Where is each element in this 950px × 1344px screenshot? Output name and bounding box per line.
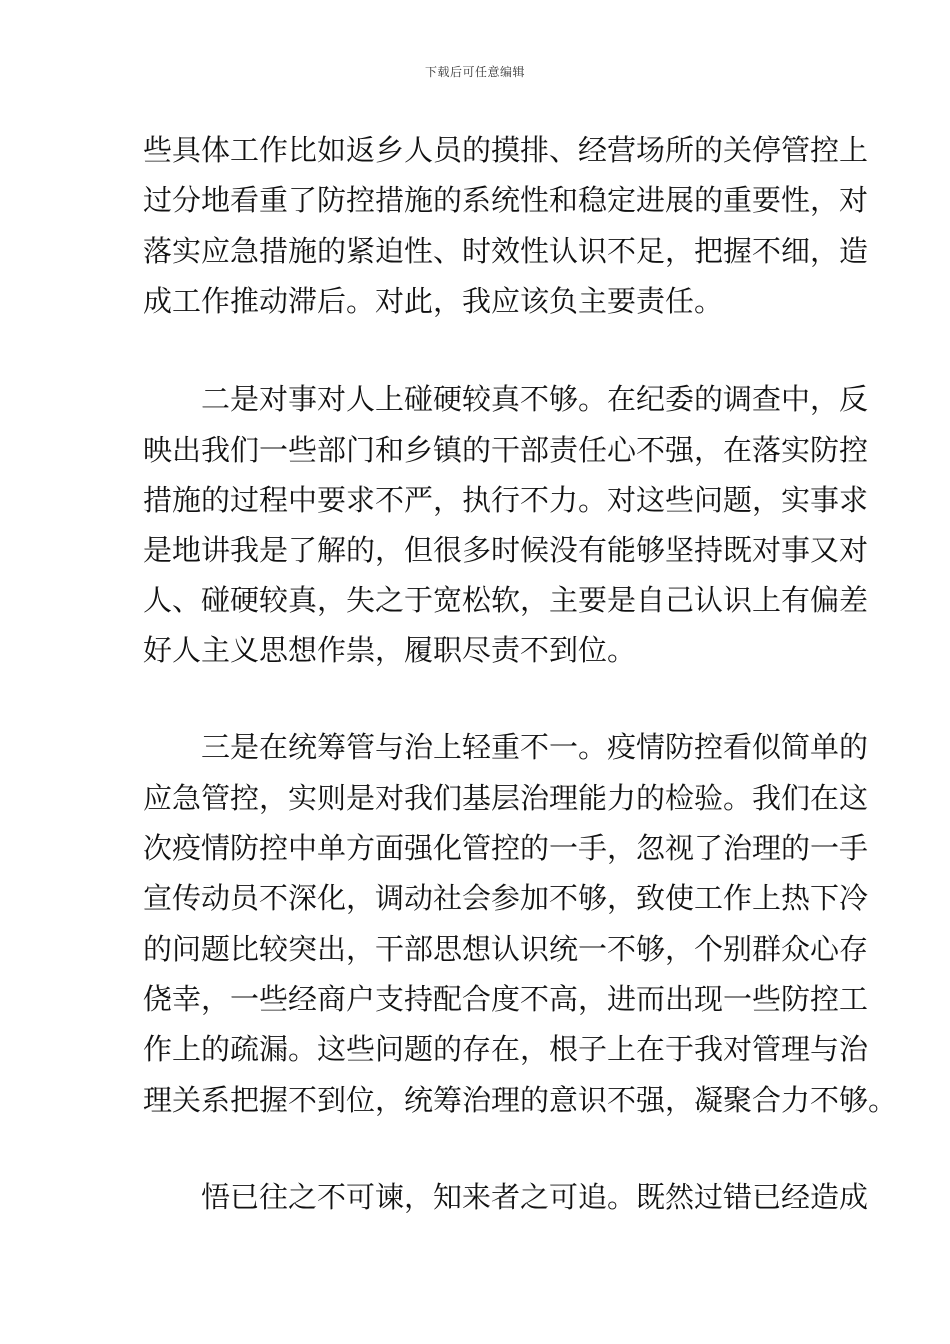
paragraph-1-line-4: 成工作推动滞后。对此，我应该负主要责任。: [143, 284, 724, 318]
paragraph-1-line-3: 落实应急措施的紧迫性、时效性认识不足，把握不细，造: [143, 234, 869, 268]
paragraph-3-line-4: 宣传动员不深化，调动社会参加不够，致使工作上热下冷: [143, 881, 869, 915]
paragraph-2-line-4: 是地讲我是了解的，但很多时候没有能够坚持既对事又对: [143, 533, 869, 567]
paragraph-4-line-1: 悟已往之不可谏，知来者之可追。既然过错已经造成: [201, 1180, 869, 1214]
page-header-note: 下载后可任意编辑: [424, 65, 525, 79]
paragraph-1-line-1: 些具体工作比如返乡人员的摸排、经营场所的关停管控上: [143, 133, 869, 167]
paragraph-3-line-3: 次疫情防控中单方面强化管控的一手，忽视了治理的一手: [143, 831, 869, 865]
paragraph-1-line-2: 过分地看重了防控措施的系统性和稳定进展的重要性，对: [143, 183, 869, 217]
paragraph-2-line-5: 人、碰硬较真，失之于宽松软，主要是自己认识上有偏差: [143, 583, 869, 617]
paragraph-3-line-7: 作上的疏漏。这些问题的存在，根子上在于我对管理与治: [143, 1032, 869, 1066]
paragraph-3-line-6: 侥幸，一些经商户支持配合度不高，进而出现一些防控工: [143, 982, 869, 1016]
paragraph-2-line-2: 映出我们一些部门和乡镇的干部责任心不强，在落实防控: [143, 433, 869, 467]
paragraph-2-line-6: 好人主义思想作祟，履职尽责不到位。: [143, 633, 637, 667]
paragraph-3-line-5: 的问题比较突出，干部思想认识统一不够，个别群众心存: [143, 932, 869, 966]
paragraph-3-line-8: 理关系把握不到位，统筹治理的意识不强，凝聚合力不够。: [143, 1083, 898, 1117]
paragraph-2-line-1: 二是对事对人上碰硬较真不够。在纪委的调查中，反: [201, 382, 869, 416]
paragraph-2-line-3: 措施的过程中要求不严，执行不力。对这些问题，实事求: [143, 483, 869, 517]
paragraph-3-line-2: 应急管控，实则是对我们基层治理能力的检验。我们在这: [143, 781, 869, 815]
paragraph-3-line-1: 三是在统筹管与治上轻重不一。疫情防控看似简单的: [201, 730, 869, 764]
